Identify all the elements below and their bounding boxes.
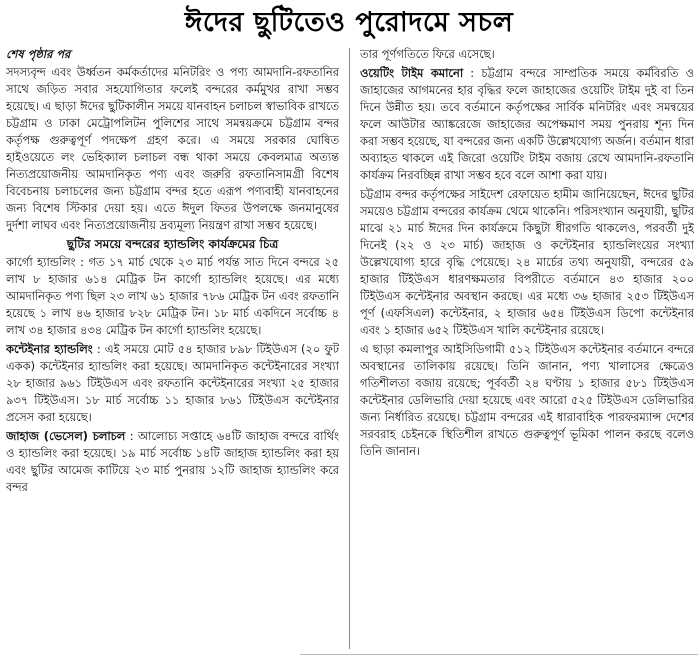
waiting-time-text: : চট্টগ্রাম বন্দরে সাম্প্রতিক সময়ে কর্মবিরতি ও জাহাজের আগমনের হার বৃদ্ধির ফলে জাহাজের ওয়েটিং টাইম দুই বা তিন দিনে উন্নীত হয়। তবে বর্তমানে কর্তৃপক্ষের সার্বিক মনিটরিং এবং সমন্বয়ের ফলে আউটার অ্যাঙ্করেজে জাহাজের অপেক্ষমাণ সময় পুনরায় শূন্য দিন করা সম্ভব হয়েছে, যা বন্দরের জন্য একটি উল্লেখযোগ্য অর্জন। বর্তমান ধারা অব্যাহত থাকলে এই জিরো ওয়েটিং টাইম বজায় রেখে আমদানি-রফতানি কার্যক্রম নিরবচ্ছিন্ন রাখা সম্ভব হবে বলে আশা করা যায়। [360,66,694,182]
cargo-handling-paragraph: কার্গো হ্যান্ডলিং : গত ১৭ মার্চ থেকে ২৩ মার্চ পর্যন্ত সাত দিনে বন্দরে ২৫ লাখ ৮ হাজার ৬১৪ মেট্রিক টন কার্গো হ্যান্ডলিং হয়েছে। এর মধ্যে আমদানিকৃত পণ্য ছিল ২৩ লাখ ৬১ হাজার ৭৮৬ মেট্রিক টন এবং রফতানি হয়েছে ১ লাখ ৪৬ হাজার ৮২৮ মেট্রিক টন। ১৮ মার্চ একদিনে সর্বোচ্চ ৪ লাখ ৩৪ হাজার ৪৩৪ মেট্রিক টন কার্গো হ্যান্ডলিং হয়েছে। [6,255,339,337]
vessel-movement-lead: জাহাজ (ভেসেল) চলাচল [6,429,126,443]
waiting-time-lead: ওয়েটিং টাইম কমানো [360,66,464,80]
column-divider [349,48,350,649]
container-handling-paragraph [6,341,339,426]
waiting-time-paragraph [360,65,694,184]
left-column [6,46,339,657]
container-handling-text: : এই সময়ে মোট ৫৪ হাজার ৮৯৮ টিইউএস (২০ ফুট একক) কন্টেইনার হ্যান্ডলিং করা হয়েছে। আমদানিকৃত কন্টেইনারের সংখ্যা ২৮ হাজার ৯৬১ টিইউএস এবং রফতানি কন্টেইনারের সংখ্যা ২৫ হাজার ৯৩৭ টিইউএস। ১৮ মার্চ সর্বোচ্চ ১১ হাজার ৮৬১ টিইউএস কন্টেইনার প্রসেস করা হয়েছে। [6,342,339,424]
article-paragraph: এ ছাড়া কমলাপুর আইসিডিগামী ৫১২ টিইউএস কন্টেইনার বর্তমানে বন্দরে অবস্থানের তালিকায় রয়েছে। তিনি জানান, পণ্য খালাসের ক্ষেত্রেও গতিশীলতা বজায় রয়েছে; পূর্ববর্তী ২৪ ঘণ্টায় ১ হাজার ৫৮১ টিইউএস কন্টেইনার ডেলিভারি দেয়া হয়েছে এবং আরো ৫২৫ টিইউএস ডেলিভারির জন্য নির্ধারিত রয়েছে। চট্টগ্রাম বন্দরের এই ধারাবাহিক পারফরম্যান্স দেশের সরবরাহ চেইনকে স্থিতিশীল রাখতে গুরুত্বপূর্ণ ভূমিকা পালন করছে বলেও তিনি জানান। [360,342,694,458]
bottom-rule [300,654,698,655]
headline: ঈদের ছুটিতেও পুরোদমে সচল [184,7,514,38]
vessel-movement-text: : আলোচ্য সপ্তাহে ৬৪টি জাহাজ বন্দরে বার্থিং ও হ্যান্ডলিং করা হয়েছে। ১৯ মার্চ সর্বোচ্চ ১৪টি জাহাজ হ্যান্ডলিং করা হয় এবং ছুটির আমেজ কাটিয়ে ২৩ মার্চ পুনরায় ১২টি জাহাজ হ্যান্ডলিং করে বন্দর [6,429,339,494]
continued-sentence: তার পূর্ণগতিতে ফিরে এসেছে। [360,47,495,61]
vessel-movement-paragraph [6,428,339,496]
article-paragraph: সদস্যবৃন্দ এবং উর্ধ্বতন কর্মকর্তাদের মনিটরিং ও পণ্য আমদানি-রফতানির সাথে জড়িত সবার সহযোগিতার ফলেই বন্দরের কর্মমুখর রাখা সম্ভব হয়েছে। এ ছাড়া ঈদের ছুটিকালীন সময়ে যানবাহন চলাচল স্বাভাবিক রাখতে চট্টগ্রাম ও ঢাকা মেট্রোপলিটন পুলিশের সাথে সমন্বয়ক্রমে চট্টগ্রাম বন্দর কর্তৃপক্ষ গুরুত্বপূর্ণ পদক্ষেপ গ্রহণ করে। এ সময়ে সরকার ঘোষিত হাইওয়েতে লং ভেহিক্যাল চলাচল বন্ধ থাকা সময়ে কেবলমাত্র অত্যন্ত নিত্যপ্রয়োজনীয় আমদানিকৃত পণ্য এবং জরুরি রফতানিসামগ্রী বিশেষ বিবেচনায় চলাচলের জন্য চট্টগ্রাম বন্দর হতে এরূপ পণ্যবাহী যানবাহনের জন্য বিশেষ স্টিকার দেয়া হয়। এতে ঈদুল ফিতর উপলক্ষে জনমানুষের দুর্দশা লাঘব এবং নিত্যপ্রয়োজনীয় দ্রব্যমূল্য নিয়ন্ত্রণ রাখা সম্ভব হয়েছে। [6,65,339,232]
article-paragraph: চট্টগ্রাম বন্দর কর্তৃপক্ষের সাইদেশ রেফায়েত হামীম জানিয়েছেন, ঈদের ছুটির সময়েও চট্টগ্রাম বন্দরের কার্যক্রম থেমে থাকেনি। পরিসংখ্যান অনুযায়ী, ছুটির মাঝে ২১ মার্চ ঈদের দিন কার্যক্রমে কিছুটা ধীরগতি থাকলেও, পরবর্তী দুই দিনেই (২২ ও ২৩ মার্চ) জাহাজ ও কন্টেইনার হ্যান্ডলিংয়ের সংখ্যা উল্লেখযোগ্য হারে বৃদ্ধি পেয়েছে। ২৪ মার্চের তথ্য অনুযায়ী, বন্দরের ৫৯ হাজার টিইউএস ধারণক্ষমতার বিপরীতে বর্তমানে ৪৩ হাজার ২০০ টিইউএস কন্টেইনার অবস্থান করছে। এর মধ্যে ৩৬ হাজার ২৫৩ টিইউএস পূর্ণ (এফসিএল) কন্টেইনার, ২ হাজার ৬৫৪ টিইউএস ডিপো কন্টেইনার এবং ১ হাজার ৬৫২ টিইউএস খালি কন্টেইনার রয়েছে। [360,187,694,337]
container-handling-lead: কন্টেইনার হ্যান্ডলিং [6,342,93,356]
continuation-kicker: শেষ পৃষ্ঠার পর [6,47,71,61]
right-column [360,46,694,657]
section-subheading: ছুটির সময়ে বন্দরের হ্যান্ডলিং কার্যক্রমের চিত্র [66,237,279,251]
